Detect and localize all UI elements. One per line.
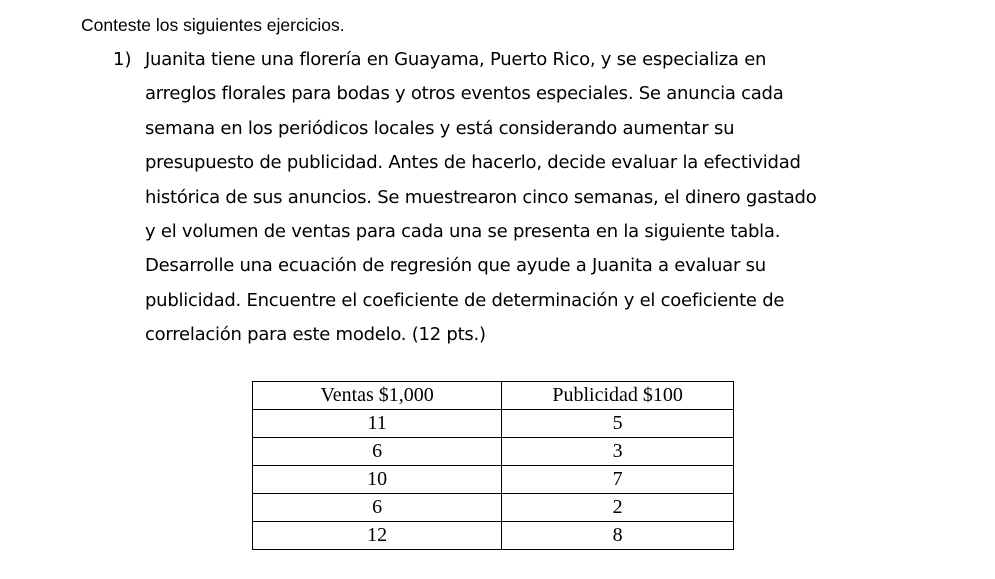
header-publicidad: Publicidad $100 bbox=[502, 382, 734, 410]
table-row bbox=[253, 494, 734, 522]
sales-advertising-table bbox=[252, 381, 734, 550]
table-header-row bbox=[253, 382, 734, 410]
problem-line: presupuesto de publicidad. Antes de hacerlo, decide evaluar la efectividad bbox=[145, 152, 801, 174]
problem-line: y el volumen de ventas para cada una se presenta en la siguiente tabla. bbox=[145, 221, 781, 243]
problem-line: Juanita tiene una florería en Guayama, Puerto Rico, y se especializa en bbox=[145, 49, 767, 70]
cell-publicidad: 2 bbox=[502, 494, 734, 522]
cell-ventas: 6 bbox=[253, 438, 502, 466]
table-row bbox=[253, 522, 734, 550]
cell-publicidad: 5 bbox=[502, 410, 734, 438]
cell-ventas: 11 bbox=[253, 410, 502, 438]
table-row bbox=[253, 410, 734, 438]
header-ventas: Ventas $1,000 bbox=[253, 382, 502, 410]
problem-line: semana en los periódicos locales y está considerando aumentar su bbox=[145, 117, 735, 139]
table-row bbox=[253, 438, 734, 466]
cell-ventas: 12 bbox=[253, 522, 502, 550]
table-row bbox=[253, 466, 734, 494]
problem-line: publicidad. Encuentre el coeficiente de determinación y el coeficiente de bbox=[145, 289, 785, 311]
problem-line: correlación para este modelo. (12 pts.) bbox=[145, 324, 486, 346]
problem-line: histórica de sus anuncios. Se muestrearon cinco semanas, el dinero gastado bbox=[145, 186, 817, 208]
cell-publicidad: 8 bbox=[502, 522, 734, 550]
cell-ventas: 10 bbox=[253, 466, 502, 494]
problem-line: arreglos florales para bodas y otros eventos especiales. Se anuncia cada bbox=[145, 83, 784, 105]
problem-statement bbox=[145, 43, 905, 353]
instructions-heading: Conteste los siguientes ejercicios. bbox=[81, 15, 345, 35]
cell-publicidad: 7 bbox=[502, 466, 734, 494]
cell-publicidad: 3 bbox=[502, 438, 734, 466]
problem-number: 1) bbox=[113, 49, 132, 70]
problem-line: Desarrolle una ecuación de regresión que ayude a Juanita a evaluar su bbox=[145, 255, 766, 277]
cell-ventas: 6 bbox=[253, 494, 502, 522]
